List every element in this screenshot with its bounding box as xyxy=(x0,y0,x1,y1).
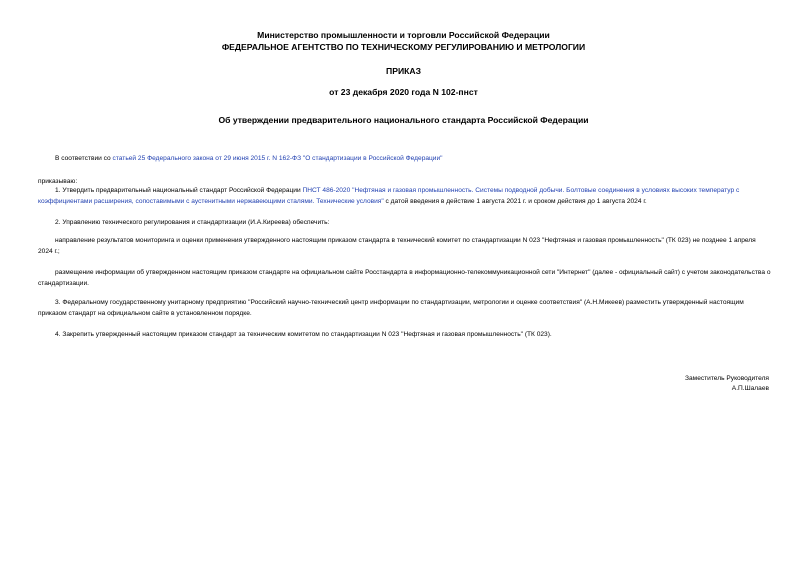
agency-heading: ФЕДЕРАЛЬНОЕ АГЕНТСТВО ПО ТЕХНИЧЕСКОМУ РЕГУЛИРОВАНИЮ И МЕТРОЛОГИИ xyxy=(221,42,586,52)
order-word: приказываю: xyxy=(38,178,78,185)
item-1 xyxy=(38,186,771,208)
preamble xyxy=(55,154,775,165)
item-1-text: 1. Утвердить предварительный национальный стандарт Российской Федерации xyxy=(55,187,303,194)
item-2: 2. Управлению технического регулирования и стандартизации (И.А.Киреева) обеспечить: xyxy=(55,219,330,226)
standard-link[interactable]: ПНСТ 486-2020 "Нефтяная и газовая промышленность. Системы подводной добычи. Болтовые соединения в условиях высоких температур с коэффициентами расширения, сопоставимыми с аустенитными нержавеющими сталями. Технические условия" xyxy=(38,187,740,205)
item-1-suffix: с датой введения в действие 1 августа 2021 г. и сроком действия до 1 августа 2024 г. xyxy=(383,197,647,205)
preamble-text: В соответствии со xyxy=(55,155,113,162)
document-type: ПРИКАЗ xyxy=(386,66,421,76)
signatory-name: А.П.Шалаев xyxy=(731,385,769,392)
document-date: от 23 декабря 2020 года N 102-пнст xyxy=(329,87,478,97)
signatory-position: Заместитель Руководителя xyxy=(685,375,769,382)
document-title: Об утверждении предварительного национального стандарта Российской Федерации xyxy=(218,115,589,125)
item-4: 4. Закрепить утвержденный настоящим приказом стандарт за техническим комитетом по стандартизации N 023 "Нефтяная и газовая промышленность" (ТК 023). xyxy=(55,331,552,338)
ministry-heading: Министерство промышленности и торговли Российской Федерации xyxy=(257,30,550,40)
item-3: 3. Федеральному государственному унитарному предприятию "Российский научно-технический центр информации по стандартизации, метрологии и оценке соответствия" (А.Н.Микеев) разместить утвержденный настоящим приказом стандарт на официальном сайте в установленном порядке. xyxy=(38,299,744,317)
item-2b: размещение информации об утвержденном настоящим приказом стандарте на официальном сайте Росстандарта в информационно-телекоммуникационной сети "Интернет" (далее - официальный сайт) с учетом законодательства о стандартизации. xyxy=(38,269,771,287)
item-2a: направление результатов мониторинга и оценки применения утвержденного настоящим приказом стандарта в технический комитет по стандартизации N 023 "Нефтяная и газовая промышленность" (ТК 023) не позднее 1 апреля 2024 г.; xyxy=(38,237,756,255)
law-link[interactable]: статьей 25 Федерального закона от 29 июня 2015 г. N 162-ФЗ "О стандартизации в Российской Федерации" xyxy=(112,155,443,162)
